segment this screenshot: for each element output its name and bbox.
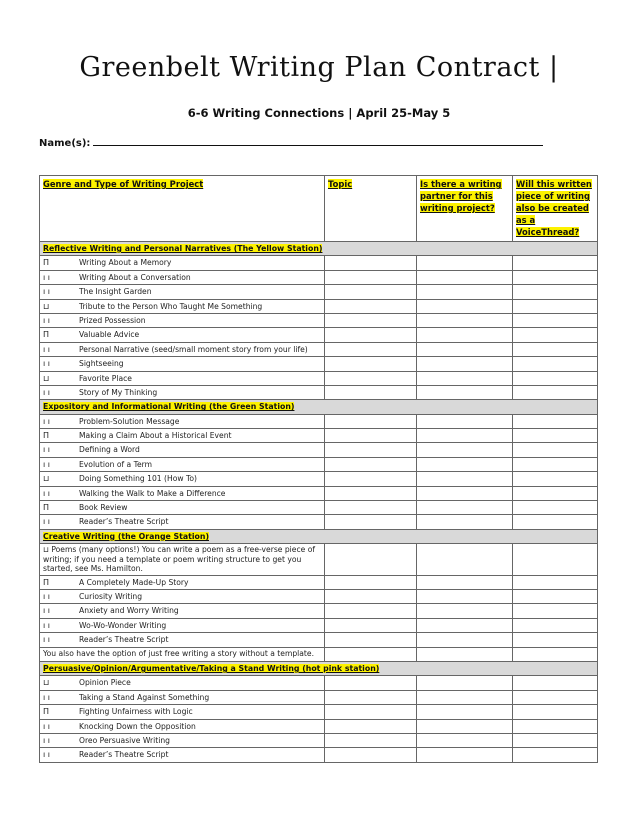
header-partner: Is there a writing partner for this writing project?: [420, 179, 502, 213]
section-header-row: [40, 242, 598, 256]
writing-option-cell: [40, 256, 325, 270]
checkbox-icon[interactable]: Π: [43, 258, 50, 268]
entry-cell[interactable]: [325, 690, 417, 704]
writing-option-cell: [40, 414, 325, 428]
entry-cell[interactable]: [513, 575, 598, 589]
writing-option-cell: [40, 357, 325, 371]
entry-cell[interactable]: [513, 719, 598, 733]
header-genre: Genre and Type of Writing Project: [43, 179, 204, 189]
writing-option-row: [40, 385, 598, 399]
entry-cell[interactable]: [325, 313, 417, 327]
entry-cell[interactable]: [513, 633, 598, 647]
checkbox-icon[interactable]: Π: [43, 707, 50, 717]
checkbox-icon[interactable]: ı ı: [43, 721, 50, 731]
entry-cell[interactable]: [325, 414, 417, 428]
entry-cell[interactable]: [325, 256, 417, 270]
writing-option-cell: [40, 719, 325, 733]
checkbox-icon[interactable]: ⊔: [43, 474, 50, 484]
section-header-row: [40, 529, 598, 543]
entry-cell[interactable]: [417, 443, 513, 457]
entry-cell[interactable]: [325, 590, 417, 604]
writing-option-row: [40, 501, 598, 515]
entry-cell[interactable]: [417, 575, 513, 589]
section-title: Creative Writing (the Orange Station): [43, 531, 210, 541]
entry-cell[interactable]: [417, 544, 513, 576]
writing-option-row: [40, 633, 598, 647]
writing-option-label: Favorite Place: [79, 373, 132, 383]
entry-cell[interactable]: [417, 647, 513, 661]
entry-cell[interactable]: [513, 544, 598, 576]
checkbox-icon[interactable]: ı ı: [43, 445, 50, 455]
writing-option-row: [40, 256, 598, 270]
entry-cell[interactable]: [325, 748, 417, 762]
entry-cell[interactable]: [513, 515, 598, 529]
writing-option-label: A Completely Made-Up Story: [79, 577, 189, 587]
checkbox-icon[interactable]: ı ı: [43, 750, 50, 760]
checkbox-icon[interactable]: ⊔: [43, 301, 50, 311]
checkbox-icon[interactable]: ı ı: [43, 315, 50, 325]
header-row: [40, 176, 598, 242]
entry-cell[interactable]: [513, 313, 598, 327]
checkbox-icon[interactable]: Π: [43, 431, 50, 441]
entry-cell[interactable]: [417, 371, 513, 385]
writing-option-label: Wo-Wo-Wonder Writing: [79, 620, 167, 630]
writing-option-cell: [40, 690, 325, 704]
entry-cell[interactable]: [417, 618, 513, 632]
checkbox-icon[interactable]: ı ı: [43, 459, 50, 469]
writing-option-label: Book Review: [79, 503, 128, 513]
writing-option-cell: [40, 501, 325, 515]
writing-option-cell: [40, 371, 325, 385]
writing-option-row: [40, 748, 598, 762]
entry-cell[interactable]: [417, 414, 513, 428]
writing-option-row: [40, 457, 598, 471]
entry-cell[interactable]: [513, 299, 598, 313]
writing-option-cell: [40, 486, 325, 500]
checkbox-icon[interactable]: ı ı: [43, 416, 50, 426]
header-voicethread: Will this written piece of writing also be created as a VoiceThread?: [516, 179, 592, 237]
writing-option-row: [40, 705, 598, 719]
entry-cell[interactable]: [513, 676, 598, 690]
writing-option-row: [40, 618, 598, 632]
writing-option-row: [40, 604, 598, 618]
writing-option-label: Reader’s Theatre Script: [79, 635, 169, 645]
entry-cell[interactable]: [513, 734, 598, 748]
writing-option-cell: [40, 299, 325, 313]
writing-option-label: Valuable Advice: [79, 330, 140, 340]
checkbox-icon[interactable]: ı ı: [43, 592, 50, 602]
checkbox-icon[interactable]: ı ı: [43, 387, 50, 397]
writing-option-cell: [40, 285, 325, 299]
section-title-cell: [40, 400, 598, 414]
entry-cell[interactable]: [417, 501, 513, 515]
entry-cell[interactable]: [417, 705, 513, 719]
entry-cell[interactable]: [325, 385, 417, 399]
entry-cell[interactable]: [325, 457, 417, 471]
writing-option-cell: [40, 705, 325, 719]
writing-option-label: Walking the Walk to Make a Difference: [79, 488, 226, 498]
writing-option-label: Evolution of a Term: [79, 459, 153, 469]
writing-option-row: [40, 486, 598, 500]
entry-cell[interactable]: [417, 285, 513, 299]
checkbox-icon[interactable]: ı ı: [43, 620, 50, 630]
entry-cell[interactable]: [417, 429, 513, 443]
section-header-row: [40, 400, 598, 414]
entry-cell[interactable]: [417, 357, 513, 371]
checkbox-icon[interactable]: ı ı: [43, 517, 50, 527]
entry-cell[interactable]: [417, 270, 513, 284]
entry-cell[interactable]: [325, 647, 417, 661]
entry-cell[interactable]: [513, 385, 598, 399]
writing-option-row: [40, 676, 598, 690]
writing-option-row: [40, 342, 598, 356]
section-intro-row: [40, 544, 598, 576]
entry-cell[interactable]: [325, 544, 417, 576]
entry-cell[interactable]: [513, 590, 598, 604]
page-subtitle: 6-6 Writing Connections | April 25-May 5: [187, 106, 451, 120]
entry-cell[interactable]: [325, 501, 417, 515]
writing-option-row: [40, 443, 598, 457]
writing-option-row: [40, 299, 598, 313]
writing-option-cell: [40, 515, 325, 529]
entry-cell[interactable]: [513, 705, 598, 719]
checkbox-icon[interactable]: Π: [43, 577, 50, 587]
writing-option-row: [40, 590, 598, 604]
writing-option-label: Curiosity Writing: [79, 592, 143, 602]
writing-option-label: Fighting Unfairness with Logic: [79, 707, 193, 717]
entry-cell[interactable]: [325, 472, 417, 486]
entry-cell[interactable]: [325, 719, 417, 733]
writing-option-label: Sightseeing: [79, 359, 124, 369]
section-title-cell: [40, 242, 598, 256]
entry-cell[interactable]: [417, 515, 513, 529]
entry-cell[interactable]: [513, 604, 598, 618]
section-intro: ⊔ Poems (many options!) You can write a poem as a free-verse piece of writing; if you need a template or poem writing structure to get you started, see Ms. Hamilton.: [40, 544, 325, 576]
entry-cell[interactable]: [417, 457, 513, 471]
entry-cell[interactable]: [417, 328, 513, 342]
writing-option-label: Reader’s Theatre Script: [79, 517, 169, 527]
entry-cell[interactable]: [513, 285, 598, 299]
entry-cell[interactable]: [325, 515, 417, 529]
entry-cell[interactable]: [513, 328, 598, 342]
checkbox-icon[interactable]: ı ı: [43, 692, 50, 702]
entry-cell[interactable]: [417, 385, 513, 399]
entry-cell[interactable]: [417, 633, 513, 647]
writing-option-label: Defining a Word: [79, 445, 140, 455]
checkbox-icon[interactable]: ı ı: [43, 488, 50, 498]
writing-option-cell: [40, 575, 325, 589]
section-title: Persuasive/Opinion/Argumentative/Taking a Stand Writing (hot pink station): [43, 664, 380, 674]
entry-cell[interactable]: [325, 357, 417, 371]
writing-option-label: Making a Claim About a Historical Event: [79, 431, 232, 441]
entry-cell[interactable]: [325, 429, 417, 443]
checkbox-icon[interactable]: ı ı: [43, 344, 50, 354]
entry-cell[interactable]: [325, 285, 417, 299]
entry-cell[interactable]: [325, 633, 417, 647]
entry-cell[interactable]: [513, 486, 598, 500]
entry-cell[interactable]: [417, 472, 513, 486]
entry-cell[interactable]: [513, 357, 598, 371]
entry-cell[interactable]: [513, 647, 598, 661]
writing-option-cell: [40, 604, 325, 618]
writing-option-row: [40, 690, 598, 704]
writing-option-row: [40, 472, 598, 486]
entry-cell[interactable]: [513, 256, 598, 270]
writing-option-row: [40, 285, 598, 299]
writing-plan-table: [39, 175, 598, 763]
writing-option-cell: [40, 734, 325, 748]
entry-cell[interactable]: [417, 256, 513, 270]
writing-option-row: [40, 719, 598, 733]
entry-cell[interactable]: [417, 486, 513, 500]
checkbox-icon[interactable]: ı ı: [43, 359, 50, 369]
entry-cell[interactable]: [417, 342, 513, 356]
entry-cell[interactable]: [513, 342, 598, 356]
header-topic: Topic: [328, 179, 353, 189]
names-label: Name(s):: [39, 138, 91, 149]
writing-option-row: [40, 357, 598, 371]
entry-cell[interactable]: [417, 690, 513, 704]
writing-option-label: Knocking Down the Opposition: [79, 721, 196, 731]
entry-cell[interactable]: [513, 501, 598, 515]
writing-option-cell: [40, 328, 325, 342]
checkbox-icon[interactable]: ı ı: [43, 287, 50, 297]
writing-option-row: [40, 270, 598, 284]
writing-option-label: Tribute to the Person Who Taught Me Something: [79, 301, 263, 311]
checkbox-icon[interactable]: ı ı: [43, 635, 50, 645]
entry-cell[interactable]: [513, 690, 598, 704]
writing-option-cell: [40, 590, 325, 604]
entry-cell[interactable]: [417, 748, 513, 762]
writing-option-label: Doing Something 101 (How To): [79, 474, 197, 484]
entry-cell[interactable]: [417, 590, 513, 604]
writing-option-label: Oreo Persuasive Writing: [79, 736, 170, 745]
writing-option-cell: [40, 748, 325, 762]
entry-cell[interactable]: [417, 719, 513, 733]
checkbox-icon[interactable]: ı ı: [43, 736, 50, 745]
writing-option-label: Story of My Thinking: [79, 387, 158, 397]
writing-option-row: [40, 313, 598, 327]
writing-option-cell: [40, 270, 325, 284]
entry-cell[interactable]: [417, 734, 513, 748]
entry-cell[interactable]: [513, 371, 598, 385]
entry-cell[interactable]: [325, 371, 417, 385]
entry-cell[interactable]: [513, 443, 598, 457]
entry-cell[interactable]: [325, 328, 417, 342]
entry-cell[interactable]: [325, 604, 417, 618]
entry-cell[interactable]: [513, 748, 598, 762]
entry-cell[interactable]: [417, 676, 513, 690]
writing-option-row: [40, 575, 598, 589]
writing-option-cell: [40, 472, 325, 486]
writing-option-cell: [40, 676, 325, 690]
entry-cell[interactable]: [417, 313, 513, 327]
writing-option-row: [40, 371, 598, 385]
entry-cell[interactable]: [417, 604, 513, 618]
writing-option-cell: [40, 429, 325, 443]
entry-cell[interactable]: [325, 270, 417, 284]
section-outro: You also have the option of just free writing a story without a template.: [40, 647, 325, 661]
entry-cell[interactable]: [325, 299, 417, 313]
checkbox-icon[interactable]: Π: [43, 330, 50, 340]
names-line[interactable]: [93, 137, 543, 146]
page-title: Greenbelt Writing Plan Contract |: [79, 52, 559, 83]
entry-cell[interactable]: [325, 342, 417, 356]
entry-cell[interactable]: [325, 676, 417, 690]
writing-option-cell: [40, 385, 325, 399]
names-field[interactable]: [39, 137, 543, 149]
writing-option-cell: [40, 618, 325, 632]
writing-option-label: Taking a Stand Against Something: [79, 692, 210, 702]
writing-option-label: Opinion Piece: [79, 678, 131, 688]
writing-option-label: Writing About a Conversation: [79, 272, 191, 282]
writing-option-label: Reader’s Theatre Script: [79, 750, 169, 760]
writing-option-row: [40, 414, 598, 428]
writing-option-row: [40, 515, 598, 529]
writing-option-cell: [40, 342, 325, 356]
checkbox-icon[interactable]: Π: [43, 503, 50, 513]
writing-option-label: Writing About a Memory: [79, 258, 172, 268]
entry-cell[interactable]: [325, 443, 417, 457]
entry-cell[interactable]: [325, 575, 417, 589]
writing-option-row: [40, 734, 598, 748]
checkbox-icon[interactable]: ı ı: [43, 272, 50, 282]
section-title: Reflective Writing and Personal Narratives (The Yellow Station): [43, 244, 323, 253]
writing-option-label: Prized Possession: [79, 315, 146, 325]
writing-option-cell: [40, 313, 325, 327]
writing-option-cell: [40, 443, 325, 457]
checkbox-icon[interactable]: ⊔: [43, 373, 50, 383]
entry-cell[interactable]: [513, 457, 598, 471]
writing-option-cell: [40, 457, 325, 471]
section-header-row: [40, 662, 598, 676]
writing-option-label: Anxiety and Worry Writing: [79, 606, 179, 616]
entry-cell[interactable]: [513, 618, 598, 632]
writing-option-row: [40, 328, 598, 342]
writing-option-label: Problem-Solution Message: [79, 416, 180, 426]
checkbox-icon[interactable]: ı ı: [43, 606, 50, 616]
section-title-cell: [40, 662, 598, 676]
entry-cell[interactable]: [513, 414, 598, 428]
writing-option-label: The Insight Garden: [79, 287, 152, 297]
section-outro-row: [40, 647, 598, 661]
entry-cell[interactable]: [513, 270, 598, 284]
entry-cell[interactable]: [417, 299, 513, 313]
writing-option-cell: [40, 633, 325, 647]
entry-cell[interactable]: [325, 486, 417, 500]
writing-option-label: Personal Narrative (seed/small moment story from your life): [79, 344, 308, 354]
entry-cell[interactable]: [325, 734, 417, 748]
entry-cell[interactable]: [325, 618, 417, 632]
writing-option-row: [40, 429, 598, 443]
section-title-cell: [40, 529, 598, 543]
entry-cell[interactable]: [325, 705, 417, 719]
entry-cell[interactable]: [513, 429, 598, 443]
entry-cell[interactable]: [513, 472, 598, 486]
checkbox-icon[interactable]: ⊔: [43, 678, 50, 688]
section-title: Expository and Informational Writing (the Green Station): [43, 402, 295, 412]
